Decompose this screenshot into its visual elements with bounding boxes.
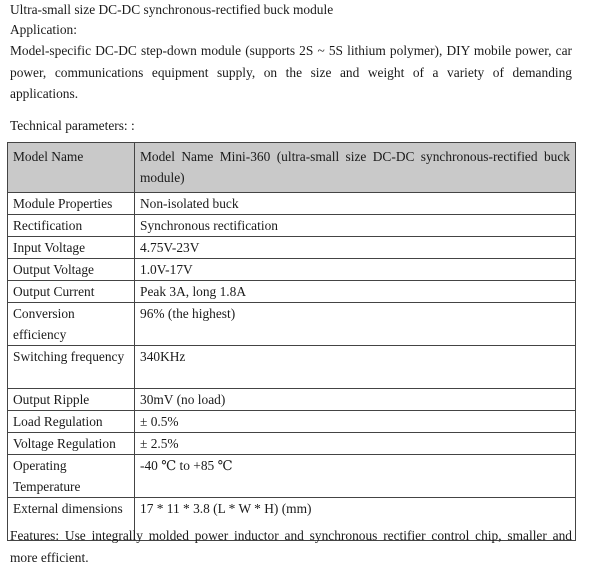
table-row	[8, 346, 576, 389]
spec-table	[7, 142, 576, 541]
row-key: External dimensions	[8, 498, 135, 541]
header-key: Model Name	[8, 143, 135, 193]
table-row	[8, 433, 576, 455]
row-key: Conversion efficiency	[8, 303, 135, 346]
table-row	[8, 259, 576, 281]
table-row	[8, 237, 576, 259]
row-value: -40 ℃ to +85 ℃	[135, 455, 576, 498]
table-row	[8, 389, 576, 411]
row-value: 30mV (no load)	[135, 389, 576, 411]
page-title: Ultra-small size DC-DC synchronous-rectified buck module	[10, 2, 334, 17]
row-key: Output Ripple	[8, 389, 135, 411]
technical-heading: Technical parameters: :	[10, 118, 135, 133]
row-value: 96% (the highest)	[135, 303, 576, 346]
row-key: Rectification	[8, 215, 135, 237]
row-value: 4.75V-23V	[135, 237, 576, 259]
table-header-row	[8, 143, 576, 193]
row-key: Output Current	[8, 281, 135, 303]
table-row	[8, 215, 576, 237]
row-value: 1.0V-17V	[135, 259, 576, 281]
row-value: 340KHz	[135, 346, 576, 389]
row-value: Synchronous rectification	[135, 215, 576, 237]
table-row	[8, 281, 576, 303]
table-row	[8, 193, 576, 215]
row-key: Input Voltage	[8, 237, 135, 259]
application-heading: Application:	[10, 22, 77, 37]
features-text: Features: Use integrally molded power inductor and synchronous rectifier control chip, smaller and more efficient.	[10, 528, 572, 565]
table-row	[8, 411, 576, 433]
row-key: Voltage Regulation	[8, 433, 135, 455]
row-key: Operating Temperature	[8, 455, 135, 498]
row-key: Switching frequency	[8, 346, 135, 389]
table-row	[8, 303, 576, 346]
row-value: Peak 3A, long 1.8A	[135, 281, 576, 303]
application-text: Model-specific DC-DC step-down module (supports 2S ~ 5S lithium polymer), DIY mobile power, car power, communications equipment supply, on the size and weight of a variety of demanding applications.	[10, 43, 572, 101]
row-key: Load Regulation	[8, 411, 135, 433]
row-value: ± 0.5%	[135, 411, 576, 433]
row-value: Non-isolated buck	[135, 193, 576, 215]
row-key: Module Properties	[8, 193, 135, 215]
row-value: 17 * 11 * 3.8 (L * W * H) (mm)	[135, 498, 576, 541]
table-row	[8, 455, 576, 498]
row-key: Output Voltage	[8, 259, 135, 281]
row-value: ± 2.5%	[135, 433, 576, 455]
header-value: Model Name Mini-360 (ultra-small size DC-DC synchronous-rectified buck module)	[135, 143, 576, 193]
